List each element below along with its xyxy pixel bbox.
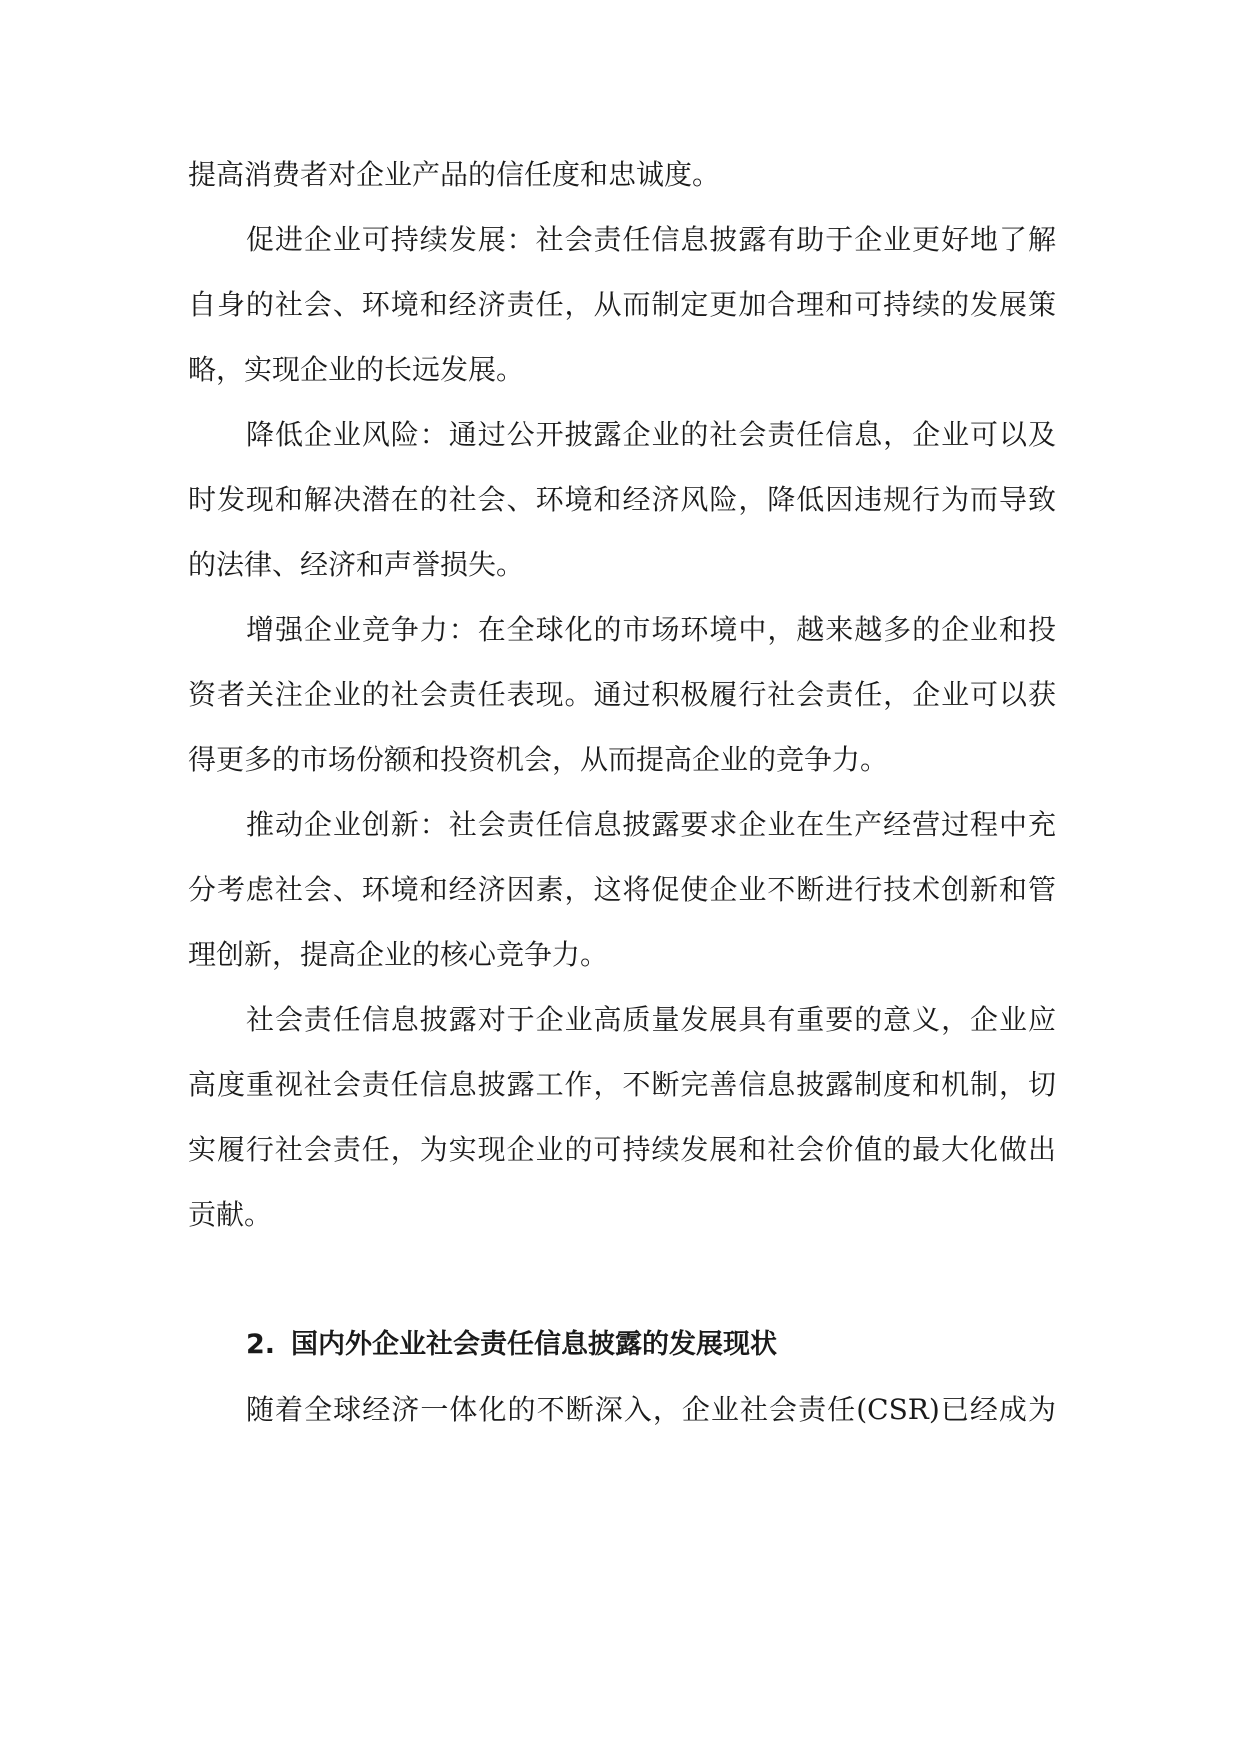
paragraph-line: 实履行社会责任，为实现企业的可持续发展和社会价值的最大化做出 <box>188 1133 1056 1166</box>
paragraph-line: 时发现和解决潜在的社会、环境和经济风险，降低因违规行为而导致 <box>188 483 1056 516</box>
paragraph-line: 资者关注企业的社会责任表现。通过积极履行社会责任，企业可以获 <box>188 678 1056 711</box>
paragraph-line: 降低企业风险：通过公开披露企业的社会责任信息，企业可以及 <box>246 418 1056 451</box>
section-number: 2. <box>246 1329 276 1360</box>
paragraph-line: 得更多的市场份额和投资机会，从而提高企业的竞争力。 <box>188 743 889 776</box>
section-spacer <box>188 1247 1056 1312</box>
paragraph-line: 高度重视社会责任信息披露工作，不断完善信息披露制度和机制，切 <box>188 1068 1056 1101</box>
paragraph-line: 贡献。 <box>188 1198 273 1231</box>
section-heading <box>188 1312 1056 1377</box>
paragraph-line: 提高消费者对企业产品的信任度和忠诚度。 <box>188 158 721 191</box>
paragraph-line: 增强企业竞争力：在全球化的市场环境中，越来越多的企业和投 <box>246 613 1056 646</box>
paragraph-line: 促进企业可持续发展：社会责任信息披露有助于企业更好地了解 <box>246 223 1056 256</box>
paragraph-line: 理创新，提高企业的核心竞争力。 <box>188 938 609 971</box>
paragraph-line: 略，实现企业的长远发展。 <box>188 353 525 386</box>
paragraph-line: 的法律、经济和声誉损失。 <box>188 548 525 581</box>
paragraph-line: 社会责任信息披露对于企业高质量发展具有重要的意义，企业应 <box>246 1003 1056 1036</box>
paragraph-line: 分考虑社会、环境和经济因素，这将促使企业不断进行技术创新和管 <box>188 873 1056 906</box>
paragraph-line: 随着全球经济一体化的不断深入，企业社会责任(CSR)已经成为 <box>246 1393 1056 1426</box>
document-body <box>188 142 1056 1442</box>
paragraph-line: 推动企业创新：社会责任信息披露要求企业在生产经营过程中充 <box>246 808 1056 841</box>
paragraph-line: 自身的社会、环境和经济责任，从而制定更加合理和可持续的发展策 <box>188 288 1056 321</box>
section-title: 国内外企业社会责任信息披露的发展现状 <box>291 1329 778 1360</box>
